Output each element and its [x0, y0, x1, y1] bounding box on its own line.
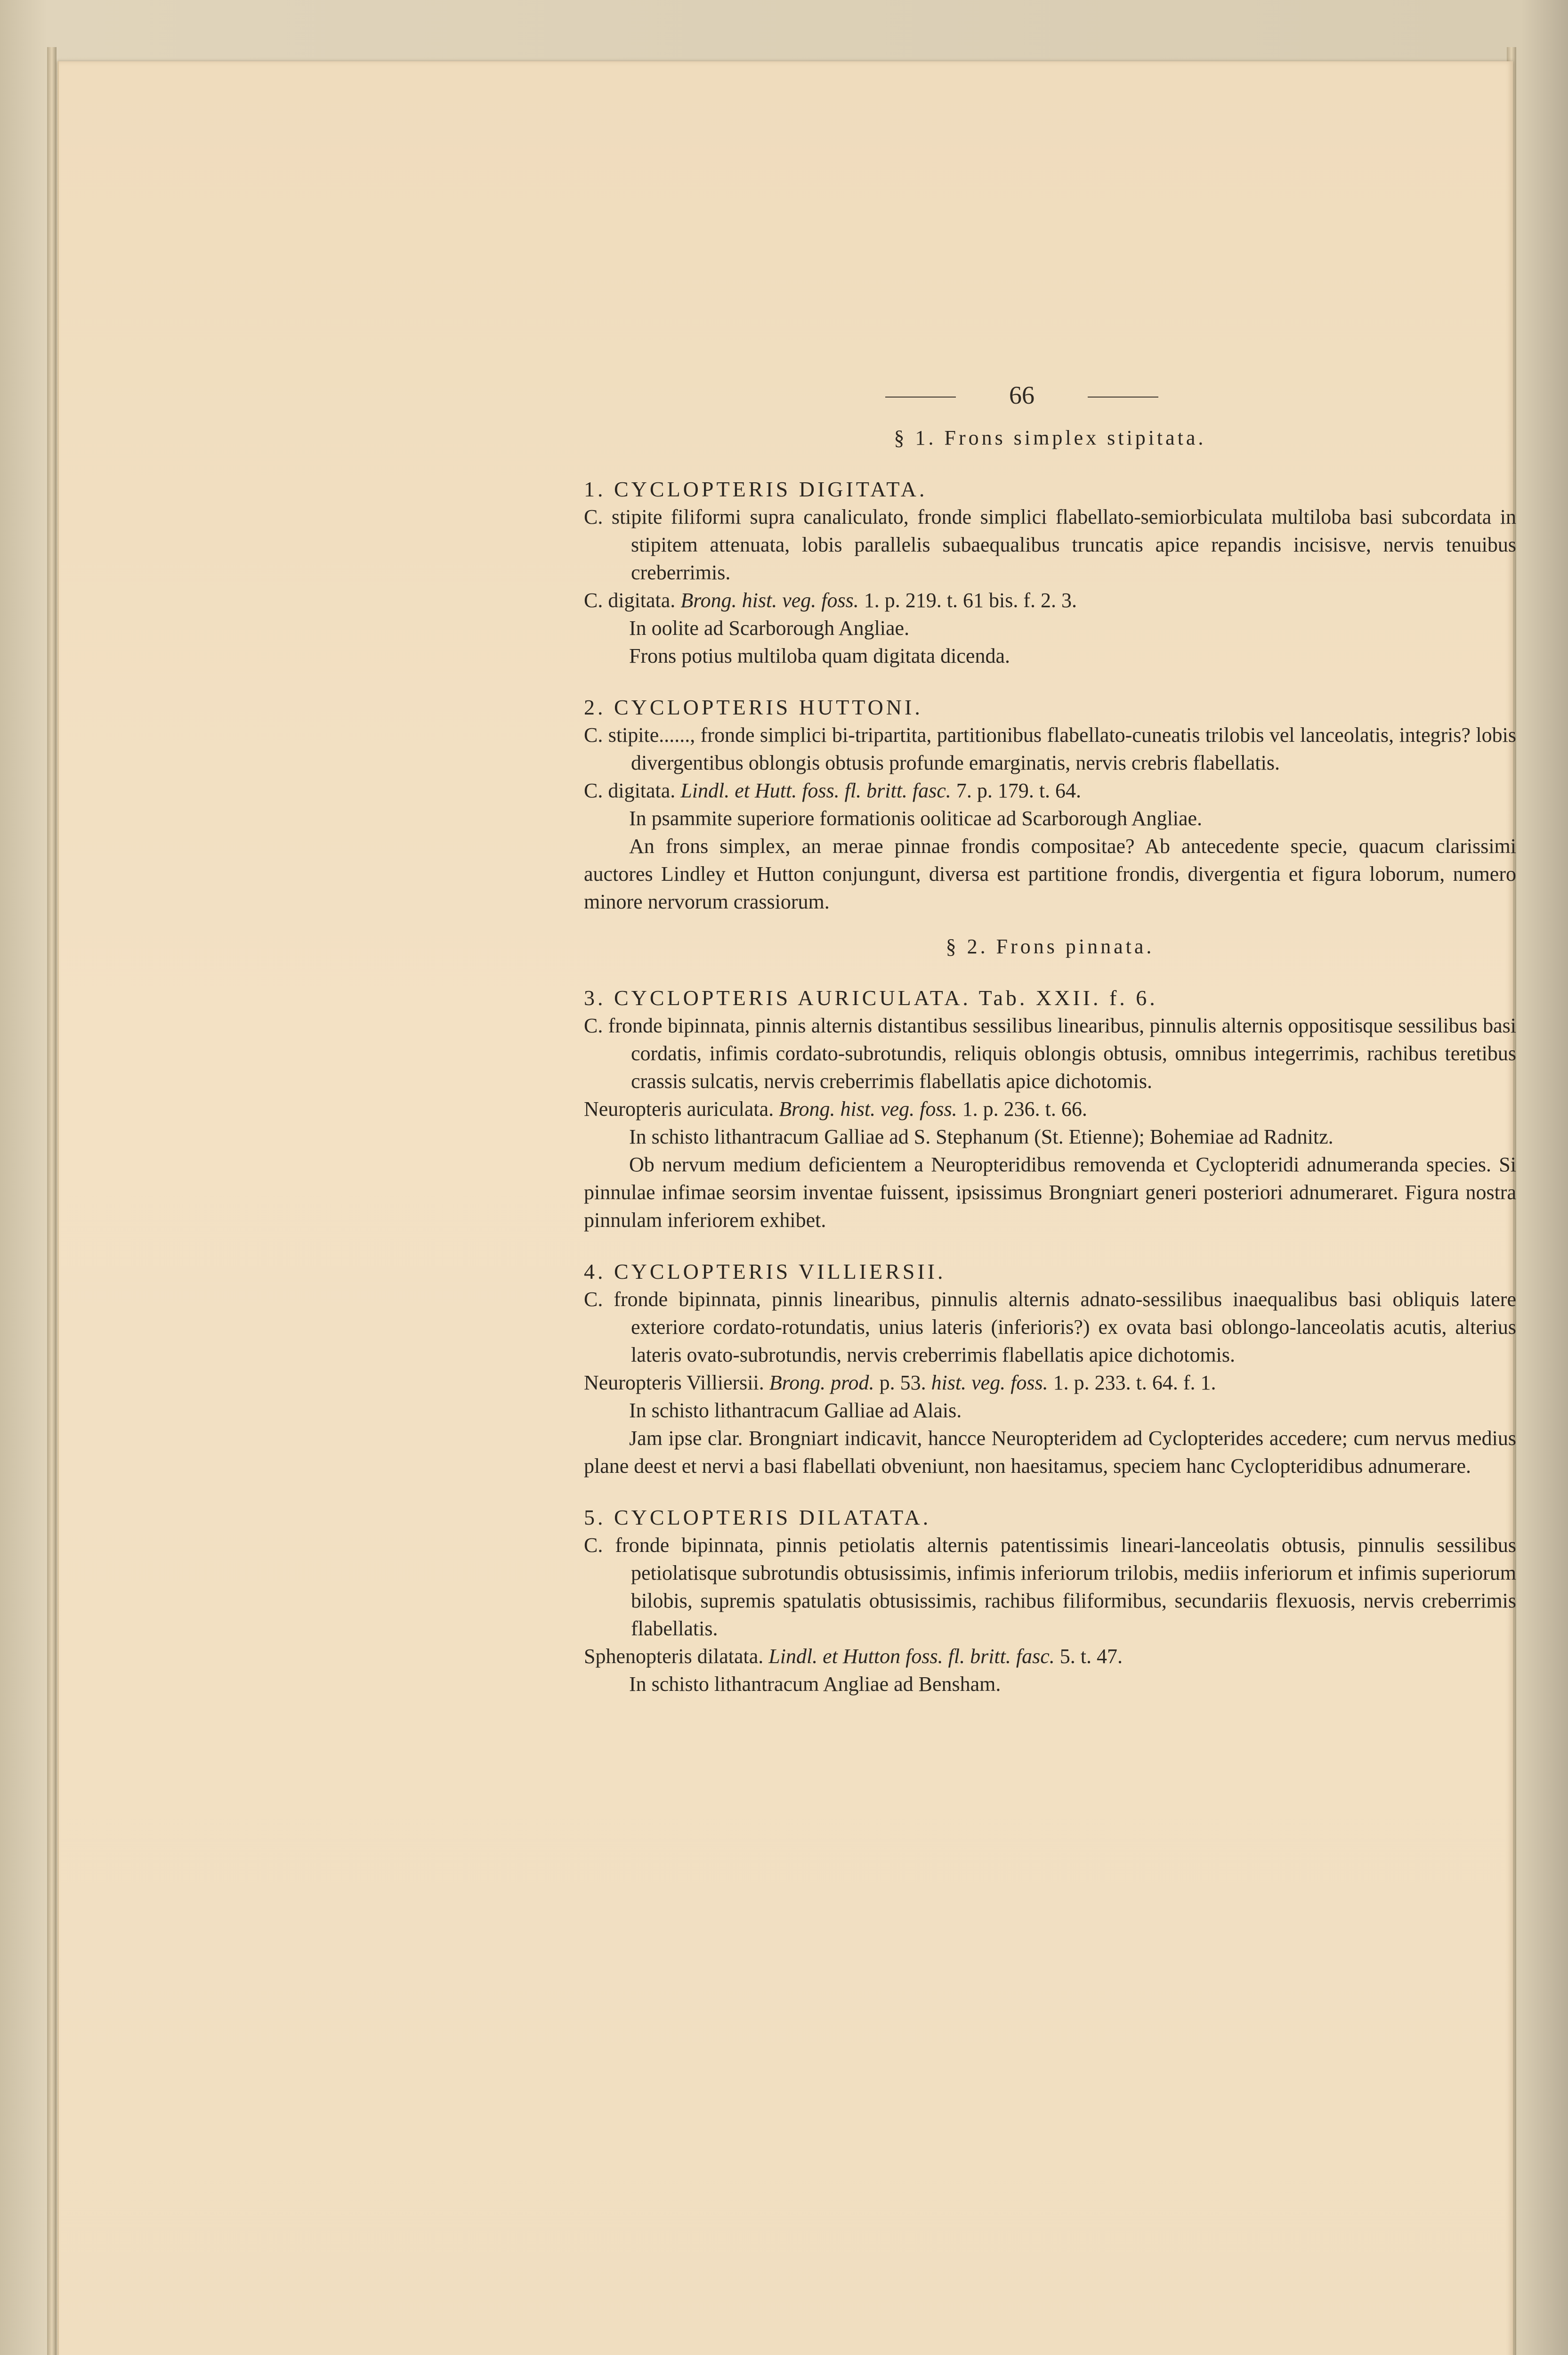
synonym-name: Neuropteris auriculata.	[584, 1097, 779, 1121]
species-note-2: An frons simplex, an merae pinnae frondis compositae? Ab antecedente specie, quacum clarissimi auctores Lindley et Hutton conjungunt, diversa est partitione frondis, divergentia et figura loborum, numero minore nervorum crassiorum.	[584, 835, 1516, 913]
species-heading-4: 4. CYCLOPTERIS VILLIERSII.	[584, 1259, 946, 1283]
synonym-pages-2: 1. p. 233. t. 64. f. 1.	[1048, 1371, 1216, 1394]
synonym-reference: Brong. hist. veg. foss.	[779, 1097, 957, 1121]
species-locality-1: In oolite ad Scarborough Angliae.	[629, 617, 910, 640]
synonym-reference: Brong. prod.	[769, 1371, 874, 1394]
species-heading-3: 3. CYCLOPTERIS AURICULATA. Tab. XXII. f. 6.	[584, 986, 1158, 1010]
species-synonym-4	[584, 1369, 1516, 1397]
synonym-pages: 1. p. 219. t. 61 bis. f. 2. 3.	[858, 589, 1077, 612]
species-note-3: Ob nervum medium deficientem a Neuropteridibus removenda et Cyclopteridi adnumeranda species. Si pinnulae infimae seorsim inventae fuissent, ipsissimus Brongniart generi posteriori adnumeraret. Figura nostra pinnulam inferiorem exhibet.	[584, 1153, 1516, 1232]
species-synonym-2	[584, 777, 1516, 804]
synonym-name: Neuropteris Villiersii.	[584, 1371, 769, 1394]
synonym-name: C. digitata.	[584, 779, 681, 802]
synonym-pages: 5. t. 47.	[1054, 1645, 1123, 1668]
species-synonym-3	[584, 1095, 1516, 1123]
species-description-5: C. fronde bipinnata, pinnis petiolatis alternis patentissimis lineari-lanceolatis obtusis, pinnulis sessilibus petiolatisque subrotundis obtusissimis, infimis inferiorum trilobis, mediis inferiorum et infimis superiorum bilobis, supremis spatulatis obtusissimis, rachibus filiformibus, secundariis flexuosis, nervis creberrimis flabellatis.	[584, 1534, 1516, 1640]
species-synonym-1	[584, 586, 1516, 614]
page-edge-left	[47, 47, 57, 2355]
species-heading-1: 1. CYCLOPTERIS DIGITATA.	[584, 477, 928, 501]
species-synonym-5	[584, 1642, 1516, 1670]
species-note-4: Jam ipse clar. Brongniart indicavit, hancce Neuropteridem ad Cyclopterides accedere; cum nervus medius plane deest et nervi a basi flabellati obveniunt, non haesitamus, speciem hanc Cyclopteridibus adnumerare.	[584, 1427, 1516, 1478]
species-description-1: C. stipite filiformi supra canaliculato, fronde simplici flabellato-semiorbiculata multiloba basi subcordata in stipitem attenuata, lobis parallelis subaequalibus truncatis apice repandis incisisve, nervis tenuibus creberrimis.	[584, 505, 1516, 584]
species-description-3: C. fronde bipinnata, pinnis alternis distantibus sessilibus linearibus, pinnulis alternis oppositisque sessilibus basi cordatis, infimis cordato-subrotundis, reliquis oblongis obtusis, omnibus integerrimis, rachibus teretibus crassis sulcatis, nervis creberrimis flabellatis apice dichotomis.	[584, 1014, 1516, 1093]
species-locality-3: In schisto lithantracum Galliae ad S. Stephanum (St. Etienne); Bohemiae ad Radnitz.	[629, 1125, 1334, 1148]
species-locality-5: In schisto lithantracum Angliae ad Bensham.	[629, 1673, 1001, 1696]
page-number: 66	[961, 381, 1083, 410]
synonym-name: Sphenopteris dilatata.	[584, 1645, 769, 1668]
synonym-name: C. digitata.	[584, 589, 681, 612]
page-body	[584, 424, 1516, 1698]
synonym-reference-2: hist. veg. foss.	[931, 1371, 1048, 1394]
synonym-reference: Brong. hist. veg. foss.	[680, 589, 859, 612]
species-heading-5: 5. CYCLOPTERIS DILATATA.	[584, 1505, 931, 1529]
synonym-pages: p. 53.	[874, 1371, 931, 1394]
species-locality-4: In schisto lithantracum Galliae ad Alais.	[629, 1399, 962, 1422]
synonym-pages: 1. p. 236. t. 66.	[957, 1097, 1087, 1121]
species-description-4: C. fronde bipinnata, pinnis linearibus, pinnulis alternis adnato-sessilibus inaequalibus basi obliquis latere exteriore cordato-rotundatis, unius lateris (inferioris?) ex ovata basi oblongo-lanceolatis acutis, alterius lateris ovato-subrotundis, nervis creberrimis flabellatis apice dichotomis.	[584, 1288, 1516, 1366]
species-note-1: Frons potius multiloba quam digitata dicenda.	[629, 644, 1010, 667]
section-heading-2: § 2. Frons pinnata.	[946, 935, 1155, 958]
species-heading-2: 2. CYCLOPTERIS HUTTONI.	[584, 695, 923, 719]
synonym-reference: Lindl. et Hutton foss. fl. britt. fasc.	[768, 1645, 1055, 1668]
synonym-reference: Lindl. et Hutt. foss. fl. britt. fasc.	[680, 779, 951, 802]
synonym-pages: 7. p. 179. t. 64.	[951, 779, 1082, 802]
section-heading-1: § 1. Frons simplex stipitata.	[894, 426, 1206, 449]
species-locality-2: In psammite superiore formationis ooliticae ad Scarborough Angliae.	[629, 807, 1203, 830]
species-description-2: C. stipite......, fronde simplici bi-tripartita, partitionibus flabellato-cuneatis trilobis vel lanceolatis, integris? lobis divergentibus oblongis obtusis profunde emarginatis, nervis crebris flabellatis.	[584, 723, 1516, 774]
